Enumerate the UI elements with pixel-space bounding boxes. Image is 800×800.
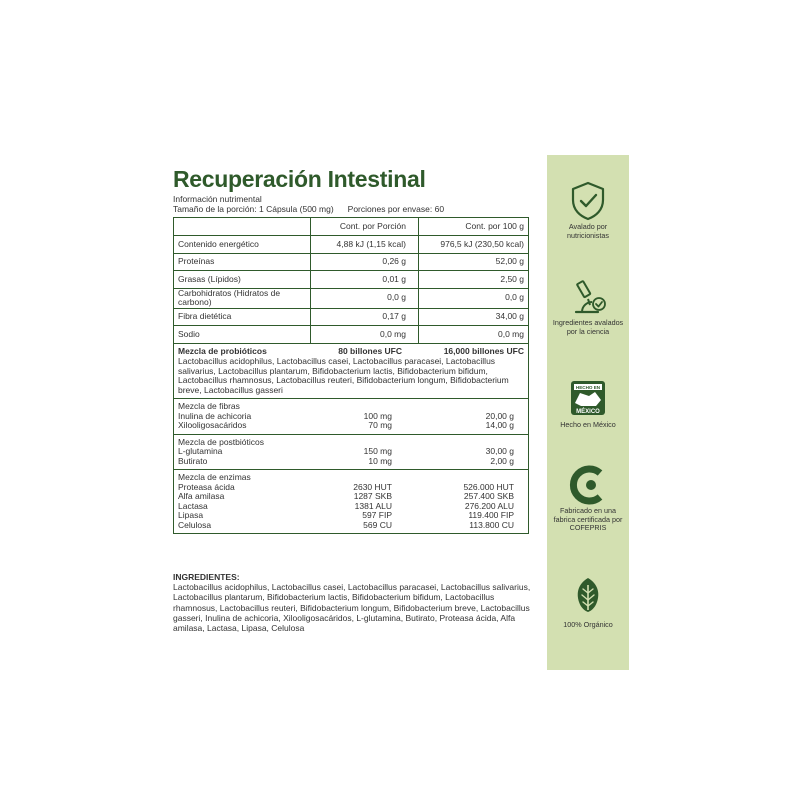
item-per100: 20,00 g: [485, 410, 514, 421]
serving-info: [173, 204, 528, 215]
item-portion: 150 mg: [363, 446, 392, 456]
row-per100: 0,0 mg: [419, 326, 529, 344]
item-portion: 100 mg: [363, 410, 392, 421]
item-portion: 1381 ALU: [354, 500, 392, 511]
item-per100: 113.800 CU: [469, 519, 514, 530]
item-portion: 1287 SKB: [353, 491, 392, 501]
row-label: Grasas (Lípidos): [174, 271, 311, 289]
item-label: Alfa amilasa: [178, 491, 225, 501]
list-item: [178, 447, 524, 457]
item-portion: 597 FIP: [362, 510, 392, 520]
ingredients-title: INGREDIENTES:: [173, 572, 240, 582]
row-label: Proteínas: [174, 253, 311, 271]
badge-organico: [547, 575, 629, 630]
row-label: Sodio: [174, 326, 311, 344]
nutrition-subtitle: Información nutrimental: [173, 194, 262, 204]
item-label: Celulosa: [178, 519, 212, 530]
hecho-en-mexico-icon: [569, 379, 607, 417]
product-title: Recuperación Intestinal: [173, 166, 426, 192]
row-per100: 34,00 g: [419, 308, 529, 326]
servings-per-container: Porciones por envase: 60: [347, 204, 445, 214]
item-per100: 257.400 SKB: [463, 491, 514, 501]
probiotics-header: [178, 347, 524, 357]
table-row: [174, 326, 529, 344]
header-portion: Cont. por Porción: [311, 218, 419, 236]
badge-label: Hecho en México: [560, 420, 616, 429]
table-row: [174, 253, 529, 271]
microscope-icon: [568, 279, 608, 317]
row-label: Fibra dietética: [174, 308, 311, 326]
badge-nutricionistas: [547, 181, 629, 240]
item-per100: 119.400 FIP: [468, 510, 514, 520]
header-per100: Cont. por 100 g: [419, 218, 529, 236]
list-item: [178, 521, 524, 531]
row-portion: 0,17 g: [311, 308, 419, 326]
row-per100: 2,50 g: [419, 271, 529, 289]
fibers-section: [174, 399, 529, 435]
shield-check-icon: [569, 181, 607, 221]
item-label: Lactasa: [178, 500, 208, 511]
leaf-icon: [569, 575, 607, 615]
postbiotics-section: [174, 434, 529, 470]
table-row: [174, 271, 529, 289]
row-portion: 4,88 kJ (1,15 kcal): [311, 236, 419, 254]
row-per100: 0,0 g: [419, 288, 529, 308]
nutrition-table: [173, 217, 529, 534]
badge-cofepris: [547, 465, 629, 533]
cofepris-icon: [569, 465, 607, 505]
row-portion: 0,01 g: [311, 271, 419, 289]
item-per100: 30,00 g: [485, 446, 514, 456]
item-label: Butirato: [178, 455, 208, 466]
badge-label: Ingredientes avalados por la ciencia: [552, 318, 624, 336]
item-per100: 2,00 g: [490, 455, 514, 466]
list-item: [178, 457, 524, 467]
list-item: [178, 421, 524, 431]
probiotics-per100: 16,000 billones UFC: [443, 345, 524, 356]
item-label: Lipasa: [178, 510, 204, 520]
item-label: Xilooligosacáridos: [178, 420, 247, 430]
nutrition-panel: [173, 165, 528, 534]
fibers-label: Mezcla de fibras: [178, 401, 240, 411]
header-blank: [174, 218, 311, 236]
row-portion: 0,0 g: [311, 288, 419, 308]
item-portion: 569 CU: [363, 519, 392, 530]
item-label: L-glutamina: [178, 446, 223, 456]
postbiotics-label: Mezcla de postbióticos: [178, 436, 264, 447]
probiotics-portion: 80 billones UFC: [338, 345, 402, 356]
serving-size: Tamaño de la porción: 1 Cápsula (500 mg): [173, 204, 334, 214]
row-per100: 52,00 g: [419, 253, 529, 271]
row-label: Carbohidratos (Hidratos de carbono): [174, 288, 311, 308]
badge-label: Avalado por nutricionistas: [567, 222, 609, 240]
seal-top-text: HECHO EN: [575, 384, 601, 390]
seal-bottom-text: MÉXICO: [576, 409, 600, 415]
item-portion: 70 mg: [368, 420, 392, 430]
row-per100: 976,5 kJ (230,50 kcal): [419, 236, 529, 254]
item-per100: 14,00 g: [485, 420, 514, 430]
enzymes-section: [174, 470, 529, 534]
row-portion: 0,0 mg: [311, 326, 419, 344]
item-per100: 526.000 HUT: [463, 481, 514, 492]
table-row: [174, 308, 529, 326]
badge-hecho-en-mexico: [547, 379, 629, 430]
table-header: [174, 218, 529, 236]
item-label: Inulina de achicoria: [178, 410, 252, 421]
probiotics-strains: Lactobacillus acidophilus, Lactobacillus casei, Lactobacillus paracasei, Lactobacillus salivarius, Lactobacillus plantarum, Bifidobacterium lactis, Bifidobacterium bifidum, Lactobacillus rhamnosus, Lactobacillus reuteri, Bifidobacterium longum, Bifidobacterium breve, Lactobacillus gasseri: [178, 356, 509, 395]
row-portion: 0,26 g: [311, 253, 419, 271]
item-label: Proteasa ácida: [178, 481, 235, 492]
probiotics-label: Mezcla de probióticos: [178, 345, 267, 356]
ingredients-text: Lactobacillus acidophilus, Lactobacillus casei, Lactobacillus paracasei, Lactobacillus salivarius, Lactobacillus plantarum, Bifidobacterium lactis, Bifidobacterium bifidum, Lactobacillus rhamnosus, Lactobacillus reuteri, Bifidobacterium longum, Bifidobacterium breve, Lactobacillus gasseri, Inulina de achicoria, Xilooligosacáridos, L-glutamina, Butirato, Proteasa ácida, Alfa amilasa, Lactasa, Lipasa, Celulosa: [173, 582, 531, 634]
badge-label: 100% Orgánico: [563, 620, 613, 629]
badge-ciencia: [547, 279, 629, 336]
probiotics-section: [174, 343, 529, 399]
table-row: [174, 236, 529, 254]
badge-label: Fabricado en una fabrica certificada por COFEPRIS: [553, 506, 623, 533]
enzymes-label: Mezcla de enzimas: [178, 472, 251, 482]
row-label: Contenido energético: [174, 236, 311, 254]
claims-sidebar: [547, 155, 629, 670]
item-portion: 10 mg: [368, 455, 392, 466]
ingredients-block: [173, 572, 533, 633]
table-row: [174, 288, 529, 308]
item-portion: 2630 HUT: [353, 481, 392, 492]
item-per100: 276.200 ALU: [464, 500, 514, 511]
